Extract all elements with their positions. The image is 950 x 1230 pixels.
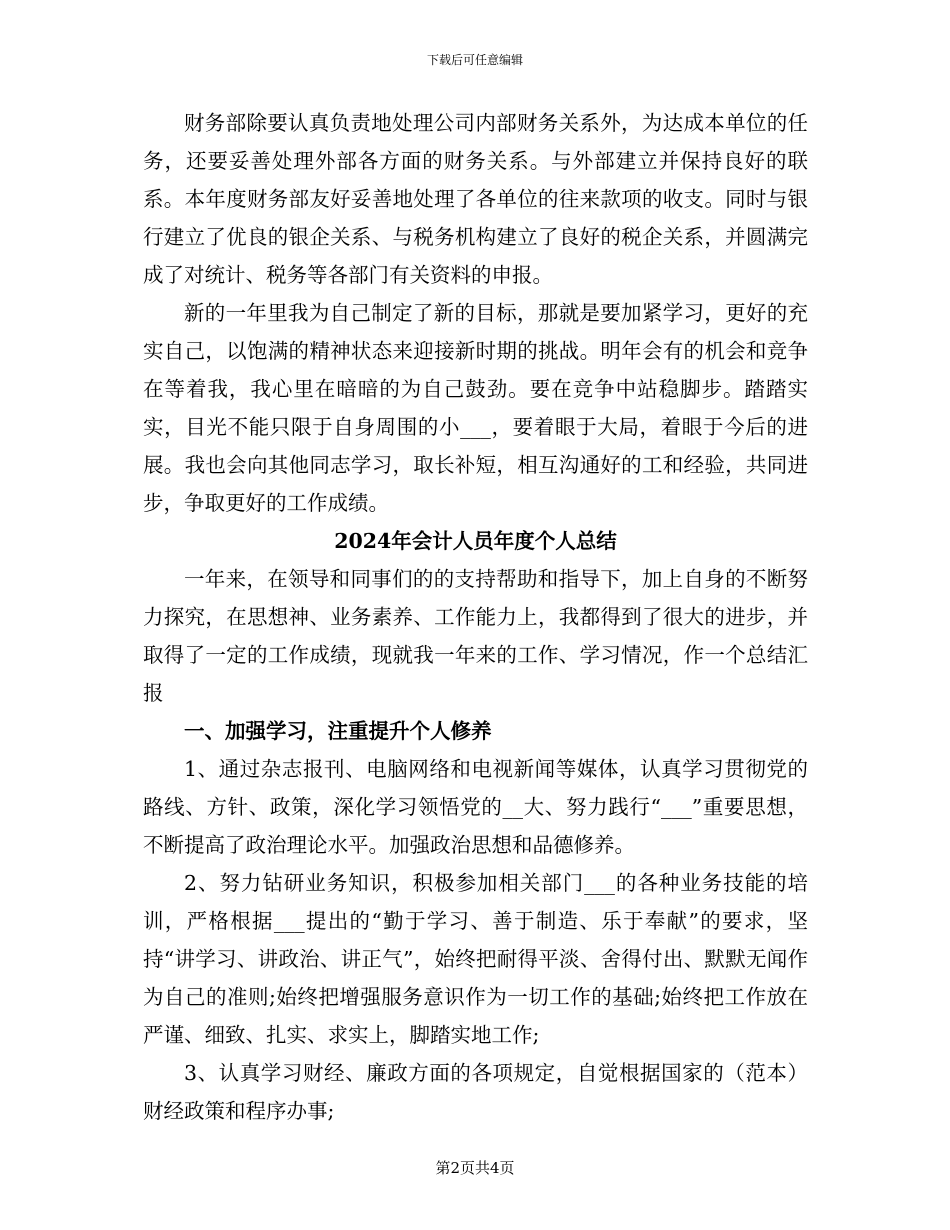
paragraph-intro: 一年来，在领导和同事们的的支持帮助和指导下，加上自身的不断努力探究，在思想神、业务素养、工作能力上，我都得到了很大的进步，并取得了一定的工作成绩，现就我一年来的工作、学习情况，作一个总结汇报 [143, 567, 808, 705]
page-number: 第2页共4页 [435, 1159, 515, 1177]
document-title: 2024年会计人员年度个人总结 [334, 529, 617, 553]
paragraph-new-year-goals: 新的一年里我为自己制定了新的目标，那就是要加紧学习，更好的充实自己，以饱满的精神状态来迎接新时期的挑战。明年会有的机会和竞争在等着我，我心里在暗暗的为自己鼓劲。要在竞争中站稳脚步。踏踏实实，目光不能只限于自身周围的小___，要着眼于大局，着眼于今后的进展。我也会向其他同志学习，取长补短，相互沟通好的工和经验，共同进步，争取更好的工作成绩。 [143, 301, 808, 515]
page-header-note: 下载后可任意编辑 [426, 53, 523, 67]
section-heading: 一、加强学习，注重提升个人修养 [184, 719, 492, 743]
list-item-1: 1、通过杂志报刊、电脑网络和电视新闻等媒体，认真学习贯彻党的路线、方针、政策，深化学习领悟党的__大、努力践行“___”重要思想，不断提高了政治理论水平。加强政治思想和品德修养。 [143, 757, 808, 857]
list-item-2: 2、努力钻研业务知识，积极参加相关部门___的各种业务技能的培训，严格根据___提出的“勤于学习、善于制造、乐于奉献”的要求，坚持“讲学习、讲政治、讲正气”，始终把耐得平淡、舍得付出、默默无闻作为自己的准则;始终把增强服务意识作为一切工作的基础;始终把工作放在严谨、细致、扎实、求实上，脚踏实地工作; [143, 871, 808, 1047]
document-body [143, 104, 808, 1130]
list-item-3: 3、认真学习财经、廉政方面的各项规定，自觉根据国家的（范本）财经政策和程序办事; [143, 1061, 808, 1123]
paragraph-finance-relations: 财务部除要认真负责地处理公司内部财务关系外，为达成本单位的任务，还要妥善处理外部各方面的财务关系。与外部建立并保持良好的联系。本年度财务部友好妥善地处理了各单位的往来款项的收支。同时与银行建立了优良的银企关系、与税务机构建立了良好的税企关系，并圆满完成了对统计、税务等各部门有关资料的申报。 [143, 111, 808, 287]
